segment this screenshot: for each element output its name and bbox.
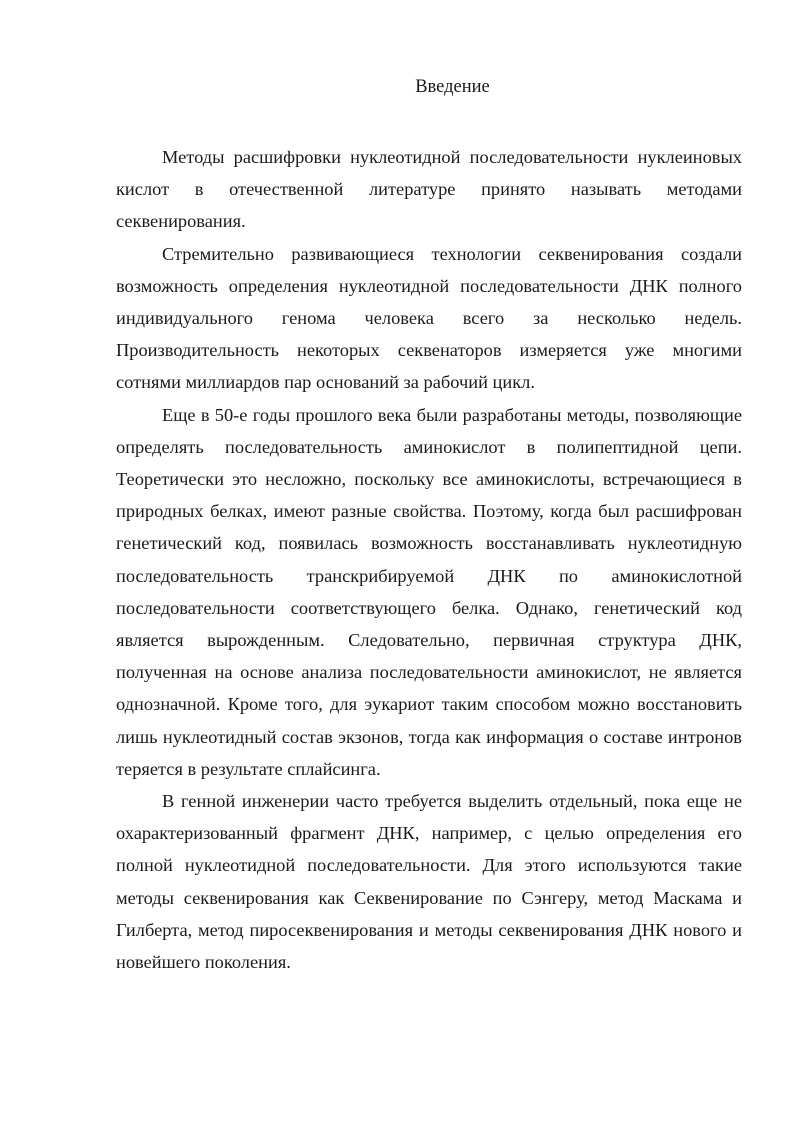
document-body xyxy=(116,141,742,978)
page-title: Введение xyxy=(415,77,490,97)
paragraph-3: Еще в 50-е годы прошлого века были разработаны методы, позволяющие определять последовательность аминокислот в полипептидной цепи. Теоретически это несложно, поскольку все аминокислоты, встречающиеся в природных белках, имеют разные свойства. Поэтому, когда был расшифрован генетический код, появилась возможность восстанавливать нуклеотидную последовательность транскрибируемой ДНК по аминокислотной последовательности соответствующего белка. Однако, генетический код является вырожденным. Следовательно, первичная структура ДНК, полученная на основе анализа последовательности аминокислот, не является однозначной. Кроме того, для эукариот таким способом можно восстановить лишь нуклеотидный состав экзонов, тогда как информация о составе интронов теряется в результате сплайсинга. xyxy=(116,404,742,779)
paragraph-2: Стремительно развивающиеся технологии секвенирования создали возможность определения нуклеотидной последовательности ДНК полного индивидуального генома человека всего за несколько недель. Производительность некоторых секвенаторов измеряется уже многими сотнями миллиардов пар оснований за рабочий цикл. xyxy=(116,243,742,393)
paragraph-4: В генной инженерии часто требуется выделить отдельный, пока еще не охарактеризованный фрагмент ДНК, например, с целью определения его полной нуклеотидной последовательности. Для этого используются такие методы секвенирования как Секвенирование по Сэнгеру, метод Маскама и Гилберта, метод пиросеквенирования и методы секвенирования ДНК нового и новейшего поколения. xyxy=(116,791,742,973)
paragraph-1: Методы расшифровки нуклеотидной последовательности нуклеиновых кислот в отечественной литературе принято называть методами секвенирования. xyxy=(116,147,742,232)
